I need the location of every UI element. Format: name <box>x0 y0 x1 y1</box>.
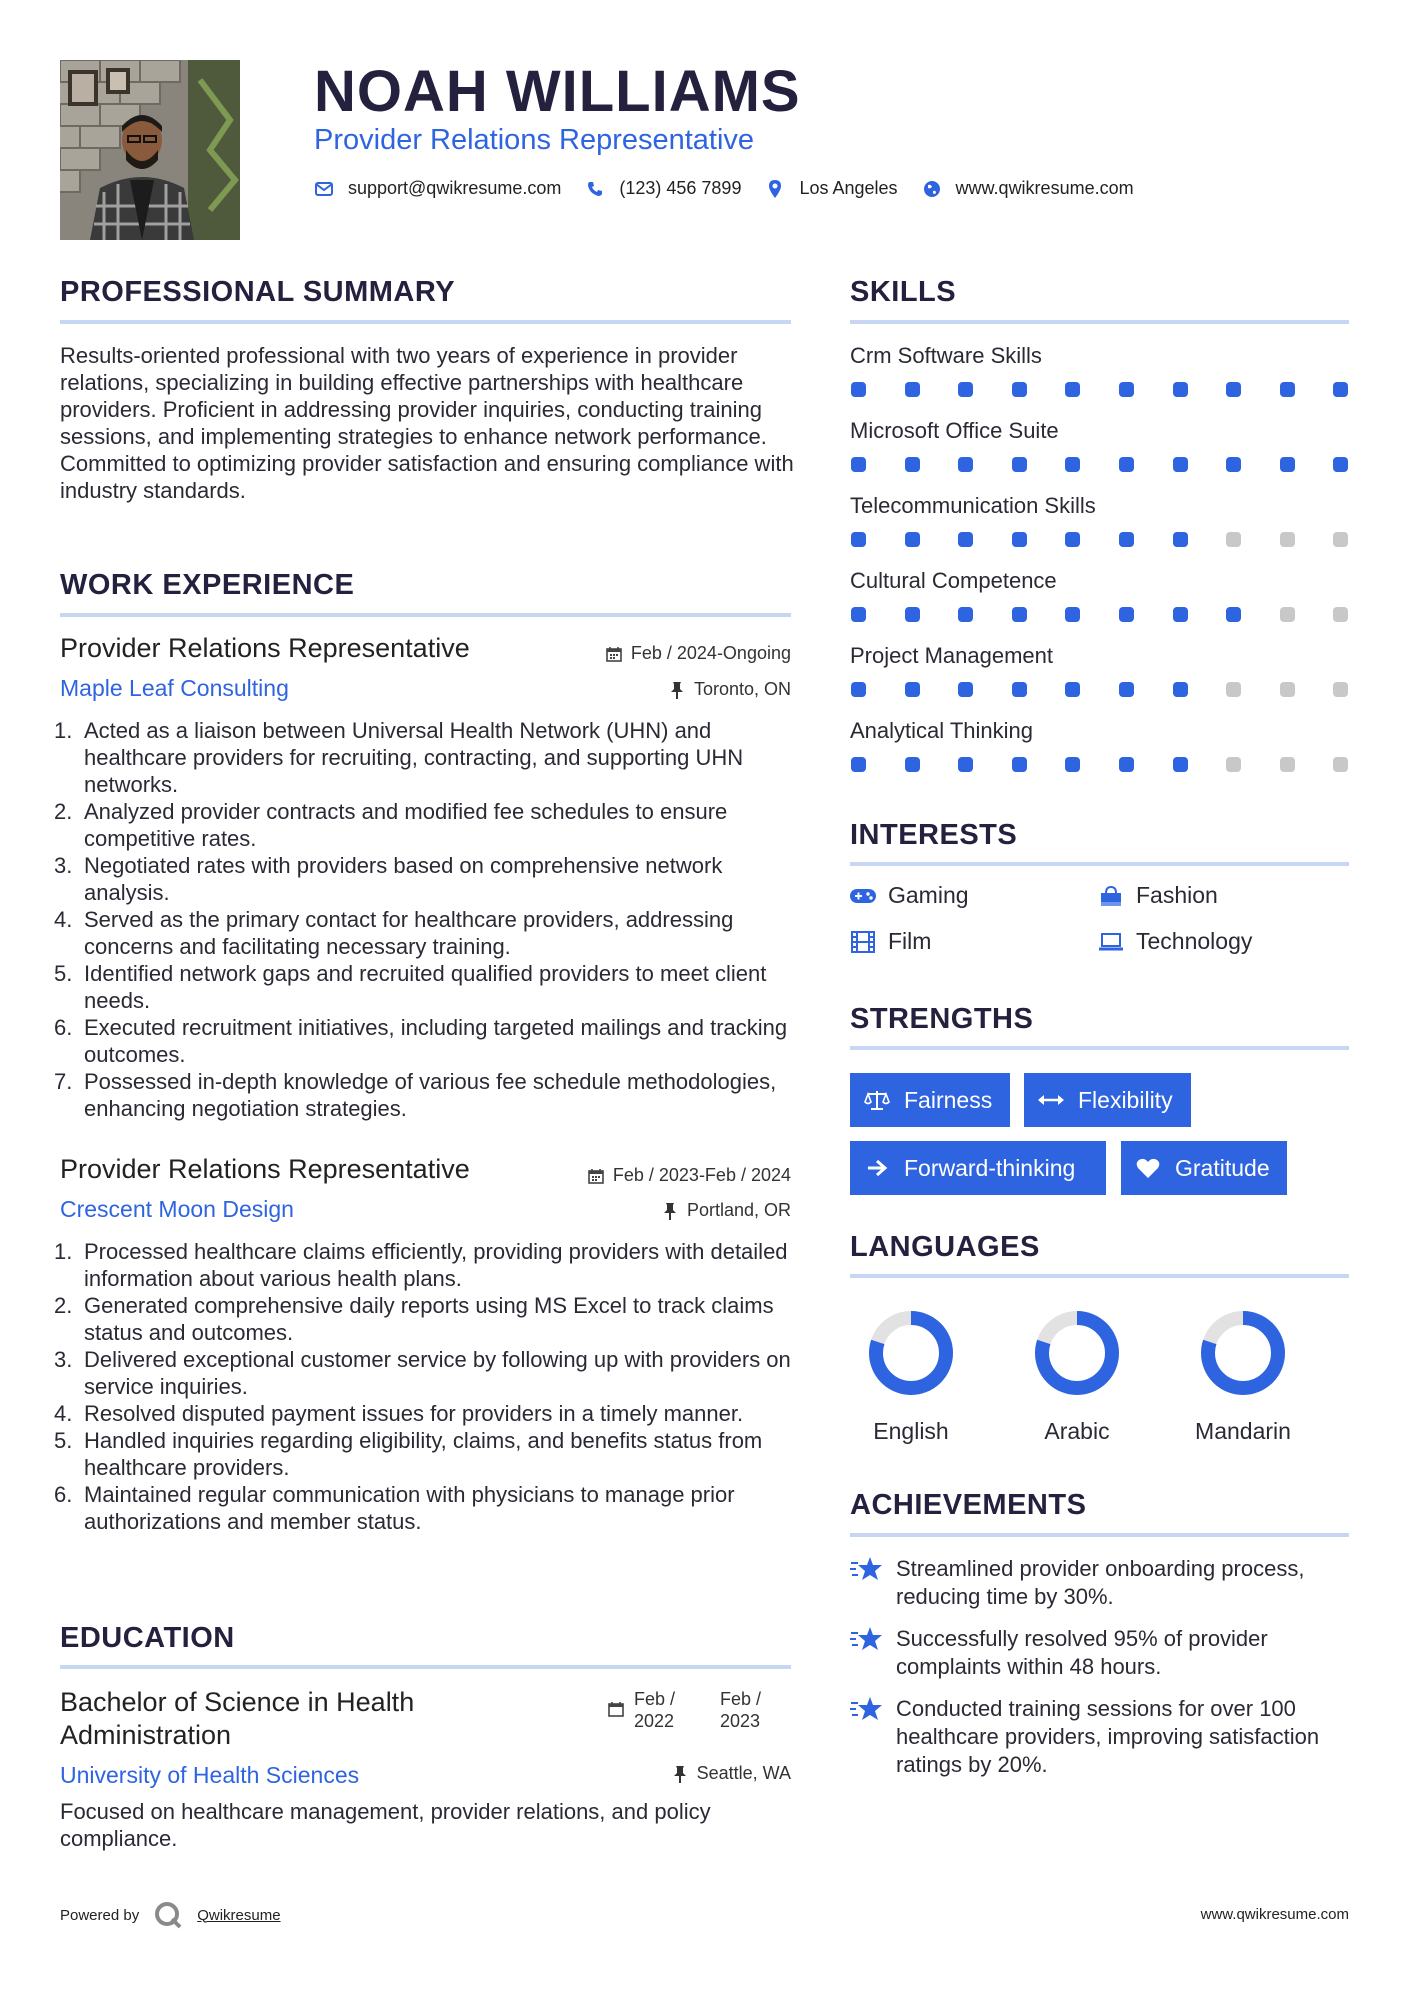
skills-heading: SKILLS <box>850 276 957 308</box>
skill-dot-filled <box>1119 757 1134 772</box>
skill-dot-filled <box>1012 457 1027 472</box>
footer-powered-by <box>60 1900 281 1930</box>
interest-label: Gaming <box>888 882 969 908</box>
skill-dot-empty <box>1333 532 1348 547</box>
job-dates-text: Feb / 2023-Feb / 2024 <box>612 1165 791 1185</box>
education-heading: EDUCATION <box>60 1622 235 1654</box>
skill-dot-empty <box>1280 607 1295 622</box>
skill-dot-filled <box>905 382 920 397</box>
list-item: 6. Maintained regular communication with physicians to manage prior authorizations and member status. <box>54 1482 735 1534</box>
skill-dot-filled <box>1119 532 1134 547</box>
skill-dot-filled <box>1119 382 1134 397</box>
skill-dot-filled <box>851 757 866 772</box>
interest-label: Fashion <box>1136 882 1218 908</box>
skill-dot-filled <box>1012 532 1027 547</box>
skill-name: Microsoft Office Suite <box>850 418 1059 443</box>
language-name: Arabic <box>1044 1418 1110 1444</box>
skill-dot-filled <box>1173 532 1188 547</box>
skill-dot-filled <box>1065 382 1080 397</box>
skill-dot-filled <box>851 457 866 472</box>
achievement-text: Conducted training sessions for over 100 healthcare providers, improving satisfaction ratings by 20%. <box>896 1696 1320 1777</box>
skill-dot-filled <box>851 532 866 547</box>
education-divider <box>60 1665 791 1669</box>
achievements-divider <box>850 1533 1349 1537</box>
summary-divider <box>60 320 791 324</box>
skill-dot-empty <box>1280 757 1295 772</box>
arrow-right-icon <box>864 1156 890 1180</box>
skill-dot-filled <box>1065 682 1080 697</box>
job-dates <box>587 1165 791 1186</box>
strength-chip-flexibility <box>1024 1073 1191 1127</box>
calendar-icon <box>605 645 623 663</box>
skill-dot-filled <box>905 757 920 772</box>
job-company: Maple Leaf Consulting <box>60 675 289 701</box>
arrows-horizontal-icon <box>1038 1088 1064 1112</box>
language-item <box>841 1310 981 1445</box>
list-item: 3. Delivered exceptional customer service by following up with providers on service inquiries. <box>54 1347 791 1399</box>
shopping-bag-icon <box>1098 885 1124 907</box>
job-bullets <box>54 1238 795 1535</box>
list-item: 7. Possessed in-depth knowledge of various fee schedule methodologies, enhancing negotiation strategies. <box>54 1069 777 1121</box>
skill-name: Crm Software Skills <box>850 343 1042 368</box>
skill-dot-empty <box>1280 532 1295 547</box>
pushpin-icon <box>661 1202 679 1220</box>
strengths-heading: STRENGTHS <box>850 1003 1034 1035</box>
skill-dot-filled <box>1226 607 1241 622</box>
skill-dot-filled <box>1012 757 1027 772</box>
contact-bar <box>314 178 1158 199</box>
skill-dot-filled <box>851 682 866 697</box>
education-location <box>671 1763 791 1784</box>
powered-by-label: Powered by <box>60 1906 140 1924</box>
skill-dot-filled <box>1065 532 1080 547</box>
star-burst-icon <box>850 1555 884 1583</box>
degree-title: Bachelor of Science in Health Administration <box>60 1687 415 1750</box>
interests-heading: INTERESTS <box>850 819 1018 851</box>
language-item <box>1173 1310 1313 1445</box>
job-location <box>668 679 791 700</box>
phone-icon <box>585 179 605 199</box>
skill-dot-filled <box>1226 382 1241 397</box>
education-description: Focused on healthcare management, provider relations, and policy compliance. <box>60 1799 711 1851</box>
list-item: 2. Analyzed provider contracts and modified fee schedules to ensure competitive rates. <box>54 799 728 851</box>
skill-dot-filled <box>1119 457 1134 472</box>
skill-dot-filled <box>1119 682 1134 697</box>
education-end-date: Feb / 2023 <box>720 1689 762 1731</box>
skill-dot-filled <box>851 382 866 397</box>
achievement-text: Successfully resolved 95% of provider complaints within 48 hours. <box>896 1626 1268 1679</box>
skill-dot-filled <box>1280 382 1295 397</box>
skill-dot-filled <box>958 757 973 772</box>
skill-dot-empty <box>1333 682 1348 697</box>
strength-label: Flexibility <box>1078 1086 1173 1113</box>
skill-dot-filled <box>1333 382 1348 397</box>
interest-technology <box>1098 928 1252 955</box>
language-proficiency-ring <box>1034 1310 1120 1396</box>
summary-heading: PROFESSIONAL SUMMARY <box>60 276 456 308</box>
profile-photo <box>60 60 240 240</box>
contact-email[interactable] <box>314 178 561 199</box>
website-text: www.qwikresume.com <box>955 178 1134 198</box>
education-dates <box>608 1688 776 1732</box>
skill-dot-filled <box>958 607 973 622</box>
job-dates-text: Feb / 2024-Ongoing <box>630 643 791 663</box>
interest-label: Film <box>888 928 932 954</box>
language-name: Mandarin <box>1195 1418 1291 1444</box>
film-icon <box>850 931 876 953</box>
skill-dot-filled <box>1119 607 1134 622</box>
location-text: Los Angeles <box>799 178 898 198</box>
list-item: 5. Identified network gaps and recruited qualified providers to meet client needs. <box>54 961 767 1013</box>
list-item: 6. Executed recruitment initiatives, including targeted mailings and tracking outcomes. <box>54 1015 788 1067</box>
skill-dot-filled <box>905 682 920 697</box>
experience-divider <box>60 613 791 617</box>
experience-heading: WORK EXPERIENCE <box>60 569 355 601</box>
achievement-item <box>850 1555 1350 1611</box>
job-location <box>661 1200 791 1221</box>
strength-label: Fairness <box>904 1086 993 1113</box>
skill-dot-filled <box>1173 457 1188 472</box>
job-company: Crescent Moon Design <box>60 1196 294 1222</box>
skill-name: Telecommunication Skills <box>850 493 1096 518</box>
pushpin-icon <box>671 1765 689 1783</box>
email-text: support@qwikresume.com <box>348 178 562 198</box>
skill-dot-filled <box>1012 682 1027 697</box>
globe-icon <box>922 179 942 199</box>
calendar-icon <box>587 1167 605 1185</box>
skill-dot-filled <box>905 457 920 472</box>
skill-name: Analytical Thinking <box>850 718 1034 743</box>
job-dates <box>605 643 791 664</box>
skill-dot-filled <box>1280 457 1295 472</box>
skill-dot-filled <box>1012 382 1027 397</box>
languages-divider <box>850 1274 1349 1278</box>
languages-heading: LANGUAGES <box>850 1231 1040 1263</box>
skill-dot-empty <box>1226 682 1241 697</box>
skill-dot-filled <box>1226 457 1241 472</box>
list-item: 5. Handled inquiries regarding eligibility, claims, and benefits status from healthcare providers. <box>54 1428 763 1480</box>
phone-text: (123) 456 7899 <box>619 178 742 198</box>
skill-dot-empty <box>1280 682 1295 697</box>
star-burst-icon <box>850 1625 884 1653</box>
language-item <box>1007 1310 1147 1445</box>
strength-chip-forward-thinking <box>850 1141 1106 1195</box>
skill-dot-filled <box>851 607 866 622</box>
gamepad-icon <box>850 885 876 907</box>
contact-phone[interactable] <box>585 178 741 199</box>
interest-label: Technology <box>1136 928 1253 954</box>
skill-name: Cultural Competence <box>850 568 1057 593</box>
summary-text: Results-oriented professional with two years of experience in provider relations, specializing in building effective partnerships with healthcare providers. Proficient in addressing provider inquiries, conducting training sessions, and implementing strategies to enhance network performance. Committed to optimizing provider satisfaction and ensuring compliance with industry standards. <box>60 343 794 503</box>
language-name: English <box>873 1418 949 1444</box>
heart-icon <box>1135 1156 1161 1180</box>
list-item: 1. Processed healthcare claims efficiently, providing providers with detailed information about various health plans. <box>54 1239 788 1291</box>
skill-dot-empty <box>1333 757 1348 772</box>
footer-website[interactable]: www.qwikresume.com <box>1200 1906 1349 1923</box>
interest-gaming <box>850 882 969 909</box>
list-item: 1. Acted as a liaison between Universal Health Network (UHN) and healthcare providers for recruiting, contracting, and supporting UHN networks. <box>54 718 744 797</box>
skills-divider <box>850 320 1349 324</box>
skill-dot-filled <box>958 457 973 472</box>
education-location-text: Seattle, WA <box>696 1763 791 1783</box>
job-title: Provider Relations Representative <box>60 1154 470 1184</box>
calendar-icon <box>608 1700 626 1718</box>
envelope-icon <box>314 179 334 199</box>
skill-dot-filled <box>905 532 920 547</box>
achievement-item <box>850 1625 1350 1681</box>
strength-label: Forward-thinking <box>904 1154 1076 1181</box>
skill-dot-filled <box>958 532 973 547</box>
achievement-text: Streamlined provider onboarding process, reducing time by 30%. <box>896 1556 1305 1609</box>
interests-divider <box>850 862 1349 866</box>
strength-chip-fairness <box>850 1073 1010 1127</box>
contact-website[interactable] <box>922 178 1134 199</box>
language-proficiency-ring <box>868 1310 954 1396</box>
language-proficiency-ring <box>1200 1310 1286 1396</box>
job-bullets <box>54 717 795 1122</box>
skill-dot-filled <box>1065 757 1080 772</box>
skill-dot-filled <box>1173 757 1188 772</box>
strength-chip-gratitude <box>1121 1141 1287 1195</box>
skill-dot-filled <box>958 382 973 397</box>
list-item: 3. Negotiated rates with providers based on comprehensive network analysis. <box>54 853 723 905</box>
achievement-item <box>850 1695 1350 1779</box>
skill-dot-filled <box>905 607 920 622</box>
skill-dot-empty <box>1226 532 1241 547</box>
footer-brand-link[interactable]: Qwikresume <box>197 1906 281 1924</box>
interest-fashion <box>1098 882 1218 909</box>
strengths-divider <box>850 1046 1349 1050</box>
map-pin-icon <box>765 179 785 199</box>
balance-scale-icon <box>864 1088 890 1112</box>
laptop-icon <box>1098 931 1124 953</box>
qwikresume-logo-icon <box>153 1900 183 1930</box>
skill-dot-filled <box>1012 607 1027 622</box>
school-name: University of Health Sciences <box>60 1762 360 1788</box>
pushpin-icon <box>668 681 686 699</box>
skill-name: Project Management <box>850 643 1053 668</box>
education-start-date: Feb / 2022 <box>634 1689 676 1731</box>
candidate-name: NOAH WILLIAMS <box>314 59 801 124</box>
skill-dot-empty <box>1226 757 1241 772</box>
job-title: Provider Relations Representative <box>60 633 470 663</box>
skill-dot-filled <box>1173 382 1188 397</box>
skill-dot-filled <box>958 682 973 697</box>
list-item: 2. Generated comprehensive daily reports using MS Excel to track claims status and outcomes. <box>54 1293 774 1345</box>
job-location-text: Toronto, ON <box>693 679 791 699</box>
contact-location <box>765 178 897 199</box>
strength-label: Gratitude <box>1175 1154 1270 1181</box>
job-location-text: Portland, OR <box>686 1200 791 1220</box>
skill-dot-filled <box>1173 607 1188 622</box>
skill-dot-empty <box>1333 607 1348 622</box>
skill-dot-filled <box>1065 457 1080 472</box>
star-burst-icon <box>850 1695 884 1723</box>
skill-dot-filled <box>1065 607 1080 622</box>
list-item: 4. Resolved disputed payment issues for providers in a timely manner. <box>54 1401 744 1426</box>
achievements-heading: ACHIEVEMENTS <box>850 1489 1087 1521</box>
skill-dot-filled <box>1173 682 1188 697</box>
list-item: 4. Served as the primary contact for healthcare providers, addressing concerns and facilitating necessary training. <box>54 907 734 959</box>
skill-dot-filled <box>1333 457 1348 472</box>
candidate-role: Provider Relations Representative <box>314 124 755 156</box>
interest-film <box>850 928 931 955</box>
